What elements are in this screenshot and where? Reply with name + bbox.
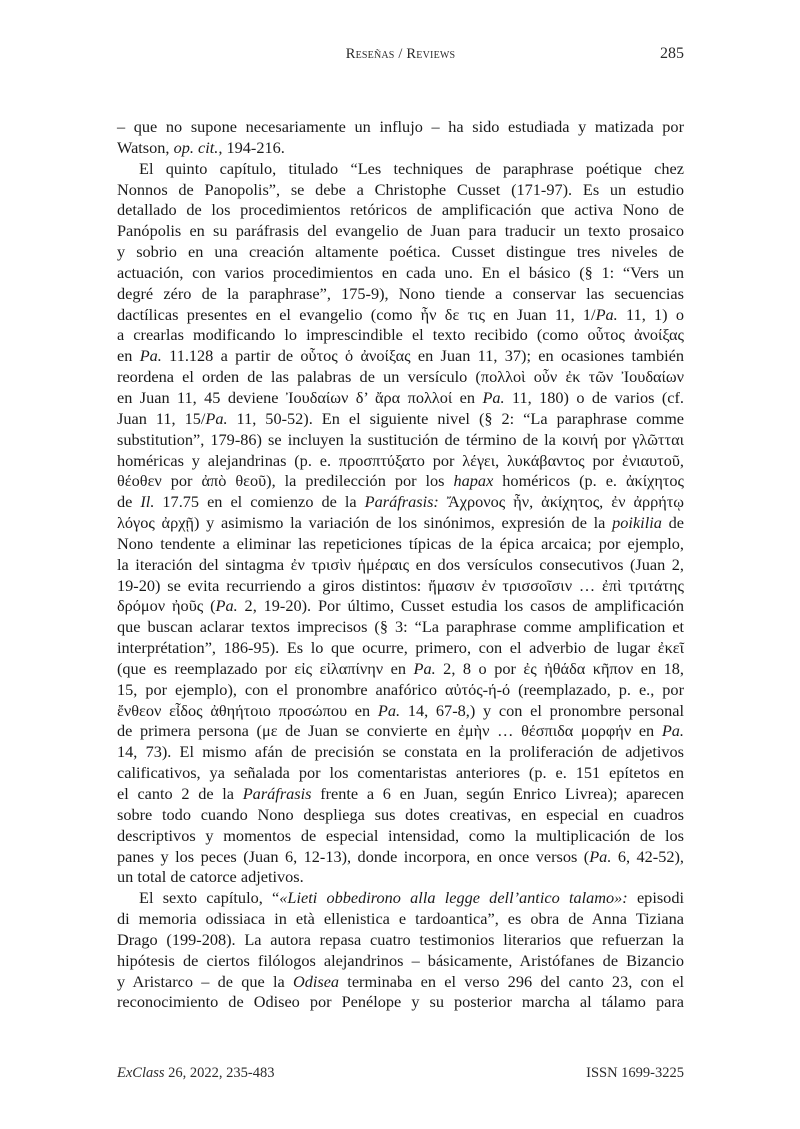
italic-span: Pa. xyxy=(595,304,618,324)
text-span: substitution”, 179-86) se incluyen la sustitución de término de la κοινή por γλῶτται xyxy=(117,429,684,449)
italic-span: op. cit., xyxy=(173,137,223,157)
text-span: calificativos, ya señalada por los comentaristas anteriores (p. e. 151 epítetos en xyxy=(117,763,684,783)
text-line xyxy=(117,638,684,659)
text-span: homéricas y alejandrinas (p. e. προσπτύξατο por λέγει, λυκάβαντος por ἐνιαυτοῦ, xyxy=(117,450,684,470)
text-line xyxy=(117,534,684,555)
text-span: 194-216. xyxy=(222,137,285,157)
text-line xyxy=(117,576,684,597)
text-span: actuación, con varios procedimientos en cada uno. En el básico (§ 1: “Vers un xyxy=(117,262,684,282)
text-line xyxy=(117,159,684,180)
text-line xyxy=(117,701,684,722)
text-span: hipótesis de ciertos filólogos alejandrinos – básicamente, Aristófanes de Bizancio xyxy=(117,950,684,970)
text-span: en Juan 11, 45 deviene Ἰουδαίων δ’ ἄρα πολλοί en xyxy=(117,387,483,407)
page-number: 285 xyxy=(660,45,684,62)
italic-span: Paráfrasis: xyxy=(364,492,439,512)
italic-span: Pa. xyxy=(215,596,238,616)
text-line xyxy=(117,180,684,201)
text-span: Nonnos de Panopolis”, se debe a Christophe Cusset (171-97). Es un estudio xyxy=(117,179,684,199)
running-title: Reseñas / Reviews xyxy=(345,46,456,62)
text-line xyxy=(117,305,684,326)
text-span: reconocimiento de Odiseo por Penélope y su posterior marcha al tálamo para xyxy=(117,992,684,1012)
text-span: 11.128 a partir de οὗτος ὁ ἀνοίξας en Juan 11, 37); en ocasiones también xyxy=(161,346,684,366)
text-line xyxy=(117,325,684,346)
text-span: dactílicas presentes en el evangelio (como ἦν δε τις en Juan 11, 1/ xyxy=(117,304,596,324)
text-span: frente a 6 en Juan, según Enrico Livrea); aparecen xyxy=(311,784,684,803)
italic-span: poikilia xyxy=(612,513,662,533)
text-line xyxy=(117,284,684,305)
text-span: 14, 73). El mismo afán de precisión se constata en la proliferación de adjetivos xyxy=(117,742,684,762)
text-line xyxy=(117,951,684,972)
text-line xyxy=(117,200,684,221)
text-span: y sobrio en una creación altamente poética. Cusset distingue tres niveles de xyxy=(117,242,684,262)
text-span: 6, 42-52), xyxy=(611,846,685,866)
italic-span: hapax xyxy=(453,471,494,491)
text-span: λόγος ἀρχῇ) y asimismo la variación de los sinónimos, expresión de la xyxy=(117,513,613,533)
text-line xyxy=(117,930,684,951)
italic-span: Pa. xyxy=(661,721,684,741)
text-span: a crearlas modificando lo imprescindible el texto recibido (como οὗτος ἀνοίξας xyxy=(117,325,684,345)
text-line xyxy=(117,909,684,930)
text-line xyxy=(117,555,684,576)
text-span: de xyxy=(661,513,684,533)
text-span: (que es reemplazado por εἰς εἰλαπίνην en xyxy=(117,658,414,678)
text-line xyxy=(117,763,684,784)
text-span: 11, 1) o xyxy=(617,304,684,324)
text-line xyxy=(117,617,684,638)
text-span: homéricos (p. e. ἀκίχητος xyxy=(493,471,684,491)
text-line xyxy=(117,659,684,680)
journal-citation xyxy=(117,1065,275,1082)
text-span: degré zéro de la paraphrase”, 175-9), Nono tiende a conservar las secuencias xyxy=(117,283,684,303)
text-span: 2, 8 o por ἐς ἠθάδα κῆπον en 18, xyxy=(435,658,684,678)
text-line xyxy=(117,742,684,763)
text-span: que buscan aclarar textos imprecisos (§ 3: “La paraphrase comme amplification et xyxy=(117,617,684,637)
text-span: sobre todo cuando Nono despliega sus dotes creativas, en especial en cuadros xyxy=(117,804,684,824)
text-span: δρόμον ἠοῦς ( xyxy=(117,596,216,616)
text-line xyxy=(117,138,684,159)
journal-name: ExClass xyxy=(117,1065,165,1081)
text-span: de primera persona (με de Juan se convierte en ἐμὴν … θέσπιδα μορφήν en xyxy=(117,721,662,741)
text-span: panes y los peces (Juan 6, 12-13), donde incorpora, en once versos ( xyxy=(117,846,590,866)
italic-span: «Lieti obbedirono alla legge dell’antico talamo»: xyxy=(279,888,628,908)
running-head xyxy=(117,46,684,68)
text-span: – que no supone necesariamente un influjo – ha sido estudiada y matizada por xyxy=(117,117,684,136)
text-span: 2, 19-20). Por último, Cusset estudia los casos de amplificación xyxy=(237,596,684,616)
text-span: 15, por ejemplo), con el pronombre anafórico αὐτός-ή-ό (reemplazado, p. e., por xyxy=(117,679,684,699)
italic-span: Odisea xyxy=(292,971,340,991)
text-span: en xyxy=(117,346,140,366)
text-span: Ἄχρονος ἦν, ἀκίχητος, ἐν ἀρρήτῳ xyxy=(438,492,685,512)
italic-span: Pa. xyxy=(139,346,162,366)
text-line xyxy=(117,596,684,617)
text-span: ἔνθεον εἶδος ἀθηήτοιο προσώπου en xyxy=(117,700,378,720)
text-line xyxy=(117,263,684,284)
text-line xyxy=(117,117,684,138)
italic-span: Pa. xyxy=(413,658,436,678)
text-line xyxy=(117,847,684,868)
volume-year-pages: 26, 2022, 235-483 xyxy=(164,1065,275,1081)
italic-span: Pa. xyxy=(589,846,612,866)
italic-span: Il. xyxy=(140,492,155,512)
text-span: El quinto capítulo, titulado “Les techniques de paraphrase poétique chez xyxy=(139,158,684,178)
text-span: Juan 11, 15/ xyxy=(117,408,206,428)
text-line xyxy=(117,888,684,909)
text-line xyxy=(117,680,684,701)
text-span: un total de catorce adjetivos. xyxy=(117,867,304,887)
text-line xyxy=(117,367,684,388)
review-body-text xyxy=(117,117,684,1013)
italic-span: Pa. xyxy=(377,700,401,720)
issn: ISSN 1699-3225 xyxy=(586,1065,684,1081)
text-line xyxy=(117,221,684,242)
text-span: reordena el orden de las palabras de un versículo (πολλοὶ οὖν ἐκ τῶν Ἰουδαίων xyxy=(117,367,684,387)
text-span: 11, 180) o de varios (cf. xyxy=(504,387,684,407)
text-line xyxy=(117,867,684,888)
text-line xyxy=(117,388,684,409)
text-line xyxy=(117,242,684,263)
text-line xyxy=(117,471,684,492)
text-span: θέοθεν por ἀπὸ θεοῦ), la predilección por los xyxy=(117,471,454,491)
text-span: descriptivos y momentos de especial intensidad, como la multiplicación de los xyxy=(117,825,684,845)
text-span: Watson, xyxy=(117,137,174,157)
text-line xyxy=(117,972,684,993)
text-span: 14, 67-8,) y con el pronombre personal xyxy=(400,700,685,720)
text-span: di memoria odissiaca in età ellenistica e tardoantica”, es obra de Anna Tiziana xyxy=(117,909,684,929)
text-line xyxy=(117,992,684,1013)
italic-span: Pa. xyxy=(482,387,505,407)
text-span: Nono tendente a eliminar las repeticiones típicas de la épica arcaica; por ejemplo, xyxy=(117,533,684,553)
text-span: y Aristarco – de que la xyxy=(117,971,293,991)
text-span: Drago (199-208). La autora repasa cuatro testimonios literarios que refuerzan la xyxy=(117,929,684,949)
text-line xyxy=(117,721,684,742)
text-line xyxy=(117,430,684,451)
text-span: terminaba en el verso 296 del canto 23, con el xyxy=(339,971,684,991)
text-span: Panópolis en su paráfrasis del evangelio de Juan para traducir un texto prosaico xyxy=(117,221,684,241)
text-span: El sexto capítulo, “ xyxy=(139,888,280,908)
text-line xyxy=(117,826,684,847)
text-line xyxy=(117,409,684,430)
text-line xyxy=(117,451,684,472)
text-span: la iteración del sintagma ἐν τρισὶν ἡμέραις en dos versículos consecutivos (Juan 2, xyxy=(117,554,684,574)
text-line xyxy=(117,784,684,805)
text-span: 19-20) se evita recurriendo a giros distintos: ἤμασιν ἐν τρισσοῖσιν … ἐπὶ τριτάτης xyxy=(117,575,684,595)
italic-span: Pa. xyxy=(205,408,228,428)
text-span: episodi xyxy=(627,888,684,908)
italic-span: Paráfrasis xyxy=(242,784,312,803)
text-span: el canto 2 de la xyxy=(117,784,243,803)
text-line xyxy=(117,492,684,513)
text-span: interprétation”, 186-95). Es lo que ocurre, primero, con el adverbio de lugar ἐκεῖ xyxy=(117,638,684,658)
text-line xyxy=(117,805,684,826)
text-span: de xyxy=(117,492,141,512)
text-span: 11, 50-52). En el siguiente nivel (§ 2: “La paraphrase comme xyxy=(227,408,684,428)
text-line xyxy=(117,513,684,534)
text-line xyxy=(117,346,684,367)
text-span: 17.75 en el comienzo de la xyxy=(154,492,365,512)
text-span: detallado de los procedimientos retóricos de amplificación que activa Nono de xyxy=(117,200,684,220)
